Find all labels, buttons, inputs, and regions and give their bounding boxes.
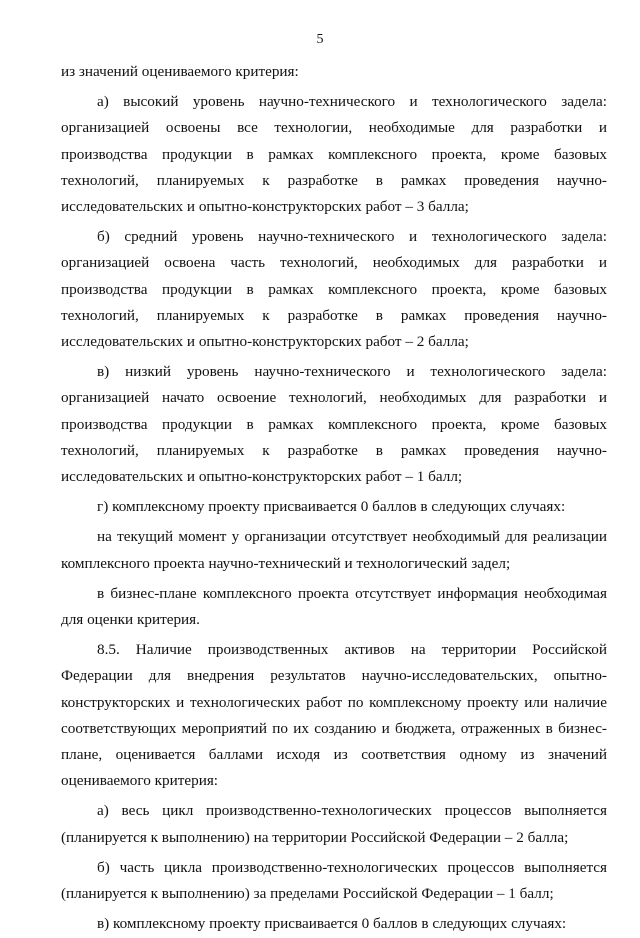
paragraph-v-zero: в) комплексному проекту присваивается 0 баллов в следующих случаях: [97, 915, 567, 933]
page-number: 5 [316, 32, 324, 47]
page-body [61, 59, 607, 938]
paragraph-a-high: а) высокий уровень научно-технического и технологического задела: организацией освоены все технологии, необходимые для разработки и производства продукции в рамках комплексного проекта, кроме базовых технологий, планируемых к разработке в рамках проведения научно-исследовательских и опытно-конструкторских работ – 3 балла; [61, 93, 607, 216]
paragraph-intro: из значений оцениваемого критерия: [61, 63, 299, 80]
paragraph-g-zero: г) комплексному проекту присваивается 0 баллов в следующих случаях: [97, 498, 566, 516]
paragraph-b-medium: б) средний уровень научно-технического и технологического задела: организацией освоена часть технологий, необходимых для разработки и производства продукции в рамках комплексного проекта, кроме базовых технологий, планируемых к разработке в рамках проведения научно-исследовательских и опытно-конструкторских работ – 2 балла; [61, 228, 607, 351]
paragraph-8-5: 8.5. Наличие производственных активов на территории Российской Федерации для внедрения результатов научно-исследовательских, опытно-конструкторских и технологических работ по комплексному проекту или наличие соответствующих мероприятий по их созданию и бюджета, отраженных в бизнес-плане, оценивается баллами исходя из соответствия одному из значений оцениваемого критерия: [61, 641, 607, 790]
paragraph-a-full-cycle: а) весь цикл производственно-технологических процессов выполняется (планируется к выполнению) на территории Российской Федерации – 2 балла; [61, 802, 607, 846]
paragraph-c-low: в) низкий уровень научно-технического и технологического задела: организацией начато освоение технологий, необходимых для разработки и производства продукции в рамках комплексного проекта, кроме базовых технологий, планируемых к разработке в рамках проведения научно-исследовательских и опытно-конструкторских работ – 1 балл; [61, 363, 607, 486]
paragraph-current-moment: на текущий момент у организации отсутствует необходимый для реализации комплексного проекта научно-технический и технологический задел; [61, 528, 607, 572]
paragraph-b-part-cycle: б) часть цикла производственно-технологических процессов выполняется (планируется к выполнению) за пределами Российской Федерации – 1 балл; [61, 858, 607, 903]
paragraph-business-plan: в бизнес-плане комплексного проекта отсутствует информация необходимая для оценки критерия. [61, 584, 607, 629]
